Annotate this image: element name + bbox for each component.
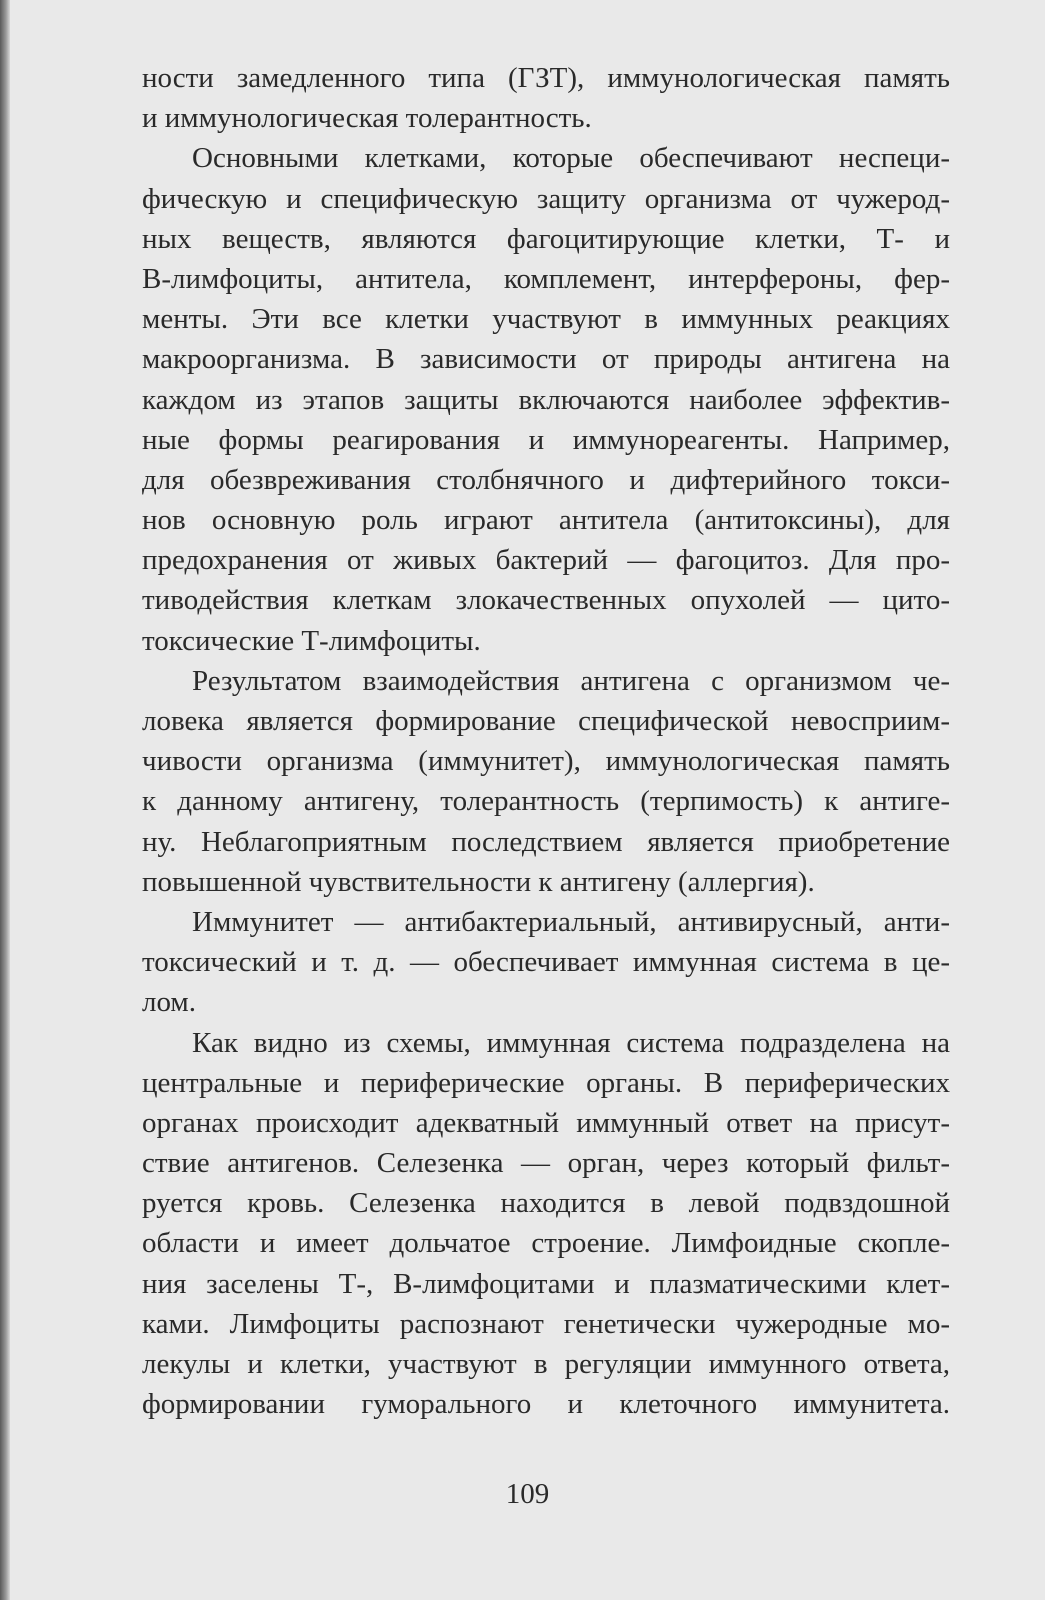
text-line: и иммунологическая толерантность. [142,102,592,135]
text-line: ловека является формирование специфической невосприим- [142,705,950,737]
book-page [10,0,1045,1600]
text-line: нов основную роль играют антитела (антитоксины), для [142,504,950,537]
text-line: токсические Т-лимфоциты. [142,624,481,657]
book-spine-shadow [0,0,10,1600]
text-line: руется кровь. Селезенка находится в левой подвздошной [142,1187,950,1220]
body-text [142,58,950,1424]
paragraph-4 [142,902,950,1023]
text-line: ные формы реагирования и иммунореагенты. Например, [142,423,950,456]
paragraph-5 [142,1023,950,1425]
text-line: органах происходит адекватный иммунный ответ на присут- [142,1106,950,1139]
text-line: к данному антигену, толерантность (терпимость) к антиге- [142,785,950,818]
text-line: чивости организма (иммунитет), иммунологическая память [142,745,950,778]
text-line: лекулы и клетки, участвуют в регуляции иммунного ответа, [142,1348,950,1380]
text-line: ных веществ, являются фагоцитирующие клетки, Т- и [142,222,950,255]
text-line: тиводействия клеткам злокачественных опухолей — цито- [142,584,950,617]
text-line: Иммунитет — антибактериальный, антивирусный, анти- [192,905,950,938]
text-line: каждом из этапов защиты включаются наиболее эффектив- [142,383,950,416]
paragraph-3 [142,661,950,902]
paragraph-1 [142,58,950,138]
text-line: ками. Лимфоциты распознают генетически чужеродные мо- [142,1307,950,1340]
page-number: 109 [505,1478,550,1510]
text-line: токсический и т. д. — обеспечивает иммунная система в це- [142,946,950,979]
text-line: ния заселены Т-, В-лимфоцитами и плазматическими клет- [142,1267,950,1300]
text-line: Как видно из схемы, иммунная система подразделена на [192,1026,950,1059]
text-line: для обезвреживания столбнячного и дифтерийного токси- [142,463,950,496]
paragraph-2 [142,138,950,660]
text-line: повышенной чувствительности к антигену (аллергия). [142,865,815,898]
text-line: предохранения от живых бактерий — фагоцитоз. Для про- [142,544,950,577]
text-line: фическую и специфическую защиту организма от чужерод- [142,182,950,215]
text-line: Результатом взаимодействия антигена с организмом че- [192,664,950,697]
text-line: ности замедленного типа (ГЗТ), иммунологическая память [142,62,950,94]
text-line: лом. [142,986,197,1019]
text-line: Основными клетками, которые обеспечивают неспеци- [192,142,950,175]
text-line: В-лимфоциты, антитела, комплемент, интерфероны, фер- [142,262,950,295]
text-line: центральные и периферические органы. В периферических [142,1066,950,1099]
text-line: области и имеет дольчатое строение. Лимфоидные скопле- [142,1227,950,1260]
text-line: ствие антигенов. Селезенка — орган, через который фильт- [142,1147,950,1180]
text-line: ну. Неблагоприятным последствием является приобретение [142,825,950,858]
text-line: менты. Эти все клетки участвуют в иммунных реакциях [142,303,950,336]
text-line: макроорганизма. В зависимости от природы антигена на [142,343,950,376]
text-line: формировании гуморального и клеточного иммунитета. [142,1388,950,1421]
